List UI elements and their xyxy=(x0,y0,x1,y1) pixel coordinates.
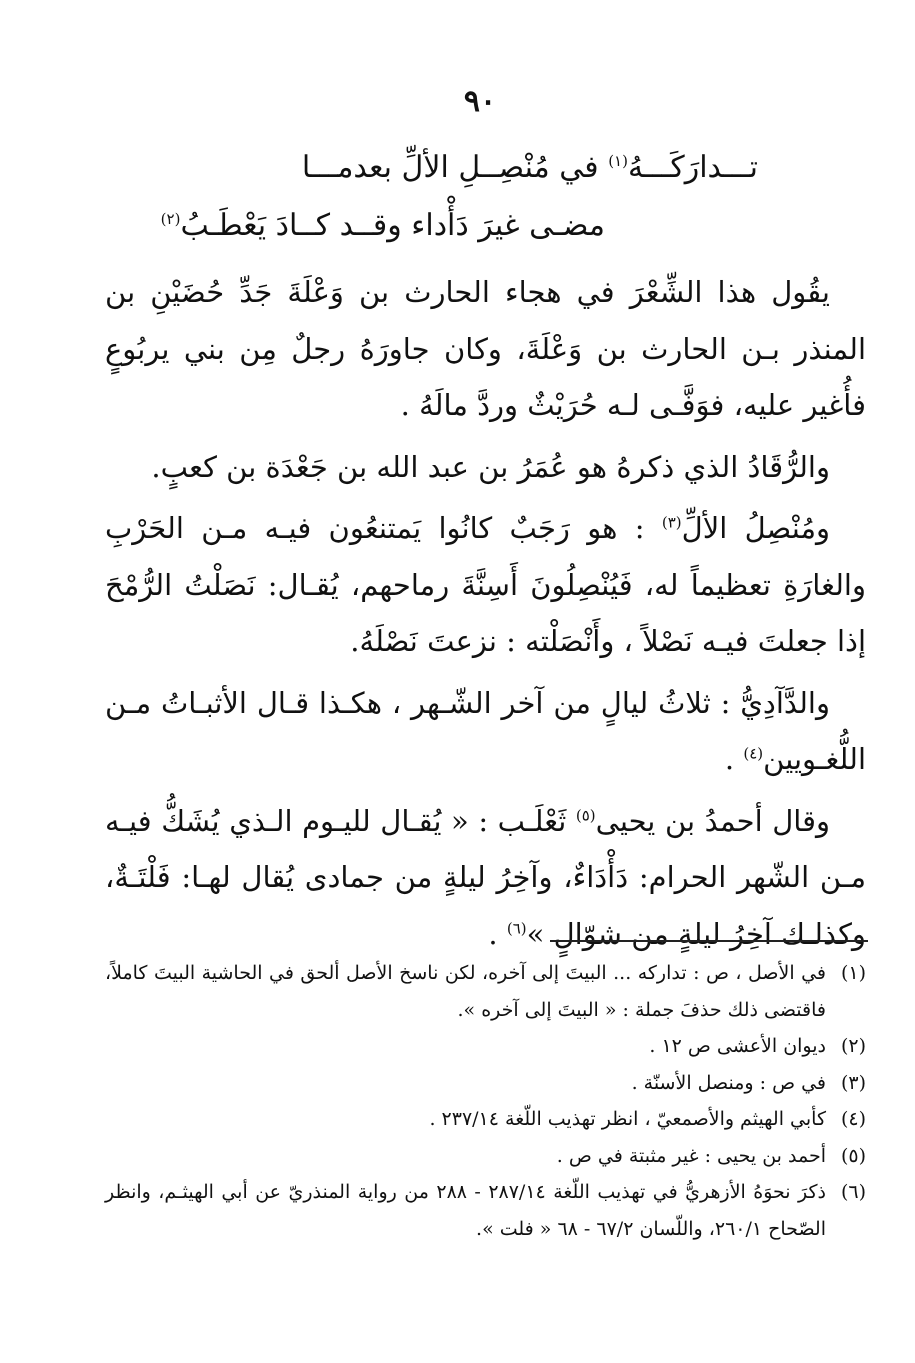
footnote-5 xyxy=(105,1138,866,1175)
paragraph-text: . xyxy=(724,742,744,776)
paragraph xyxy=(105,264,866,434)
paragraph-text: والرُّقَادُ الذي ذكرهُ هو عُمَرُ بن عبد الله بن جَعْدَة بن كعبٍ. xyxy=(151,449,830,484)
footnote-text: في الأصل ، ص : تداركه ... البيتَ إلى آخره، لكن ناسخ الأصل ألحق في الحاشية البيتَ كاملاً، فاقتضى ذلك حذفَ جملة : « البيتَ إلى آخره ». xyxy=(105,962,826,1021)
paragraph xyxy=(105,500,866,670)
page-number: ٩٠ xyxy=(463,84,497,119)
footnote-ref-1[interactable]: (١) xyxy=(608,152,628,170)
paragraph xyxy=(105,793,866,963)
paragraph xyxy=(105,675,866,788)
footnote-number: (٢) xyxy=(840,1035,866,1057)
verse-line-1-start: تـــدارَكَـــهُ xyxy=(627,150,758,185)
footnote-number: (٣) xyxy=(840,1071,866,1094)
footnote-text: ديوان الأعشى ص ١٢ . xyxy=(649,1035,826,1057)
paragraph-text: والدَّآدِيُّ : ثلاثُ ليالٍ من آخر الشّـهر ، هكـذا قـال الأثبـاتُ مـن اللُّغـويين xyxy=(105,685,866,776)
footnote-3 xyxy=(105,1065,866,1102)
verse-line-1 xyxy=(302,150,758,185)
footnote-4 xyxy=(105,1101,866,1138)
footnote-text: أحمد بن يحيى : غير مثبتة في ص . xyxy=(556,1144,826,1167)
footnote-text: في ص : ومنصل الأسنّة . xyxy=(631,1071,826,1094)
paragraph-text: ومُنْصِلُ الألِّ xyxy=(681,511,830,545)
footnotes xyxy=(105,955,866,1247)
verse-line-2 xyxy=(161,208,605,243)
footnote-text: ذكرَ نحوَهُ الأزهريُّ في تهذيب اللّغة ٢٨٧/١٤ - ٢٨٨ من رواية المنذريّ عن أبي الهيثـم، وانظر الصّحاح ٢٦٠/١، واللّسان ٦٧/٢ - ٦٨ « فلت ». xyxy=(105,1181,827,1240)
footnote-ref-6[interactable]: (٦) xyxy=(506,918,527,937)
paragraph-text: ثَعْلَـب : « يُقـال لليـوم الـذي يُشَكُّ فيـه مـن الشّهر الحرام: دَأْدَاءٌ، وآخِرُ ليلةٍ من جمادى يُقال لهـا: فَلْتَـةٌ، وكذلـك آخِرُ ليلةٍ من شوّالٍ » xyxy=(105,803,866,951)
verse-line-2-text: مضـى غيرَ دَأْداء وقــد كــادَ يَعْطَـبُ xyxy=(180,208,605,243)
footnote-ref-2[interactable]: (٢) xyxy=(160,210,181,228)
footnote-ref-5[interactable]: (٥) xyxy=(575,805,596,824)
main-text xyxy=(105,264,866,967)
footnote-ref-3[interactable]: (٣) xyxy=(661,513,682,532)
footnote-number: (٦) xyxy=(840,1181,867,1203)
footnote-1 xyxy=(105,955,866,1028)
footnote-number: (٤) xyxy=(840,1108,866,1130)
paragraph xyxy=(105,439,866,496)
verse-line-1-rest: في مُنْصِــلِ الألِّ بعدمـــا xyxy=(301,150,609,185)
footnote-number: (١) xyxy=(840,962,866,984)
footnote-number: (٥) xyxy=(840,1144,866,1167)
paragraph-text: : هو رَجَبٌ كانُوا يَمتنعُون فيـه مـن الحَرْبِ والغارَةِ تعظيماً له، فَيُنْصِلُونَ أَسِنَّةَ رماحهم، يُقـال: نَصَلْتُ الرُّمْحَ إذا جعلتَ فيـه نَصْلاً ، وأَنْصَلْته : نزعتَ نَصْلَهُ. xyxy=(105,511,866,658)
footnote-separator xyxy=(550,940,868,942)
footnote-text: كأبي الهيثم والأصمعيّ ، انظر تهذيب اللّغة ٢٣٧/١٤ . xyxy=(429,1108,826,1130)
paragraph-text: يقُول هذا الشِّعْرَ في هجاء الحارث بن وَعْلَةَ جَدِّ حُضَيْنِ بن المنذر بـن الحارث بن وَعْلَةَ، وكان جاورَهُ رجلٌ مِن بني يربُوعٍ فأُغير عليه، فوَفَّـى لـه حُرَيْثٌ وردَّ مالَهُ . xyxy=(105,275,866,422)
footnote-2 xyxy=(105,1028,866,1065)
footnote-ref-4[interactable]: (٤) xyxy=(743,744,764,763)
paragraph-text: . xyxy=(488,916,507,951)
footnote-6 xyxy=(105,1174,866,1247)
paragraph-text: وقال أحمدُ بن يحيى xyxy=(595,803,830,838)
